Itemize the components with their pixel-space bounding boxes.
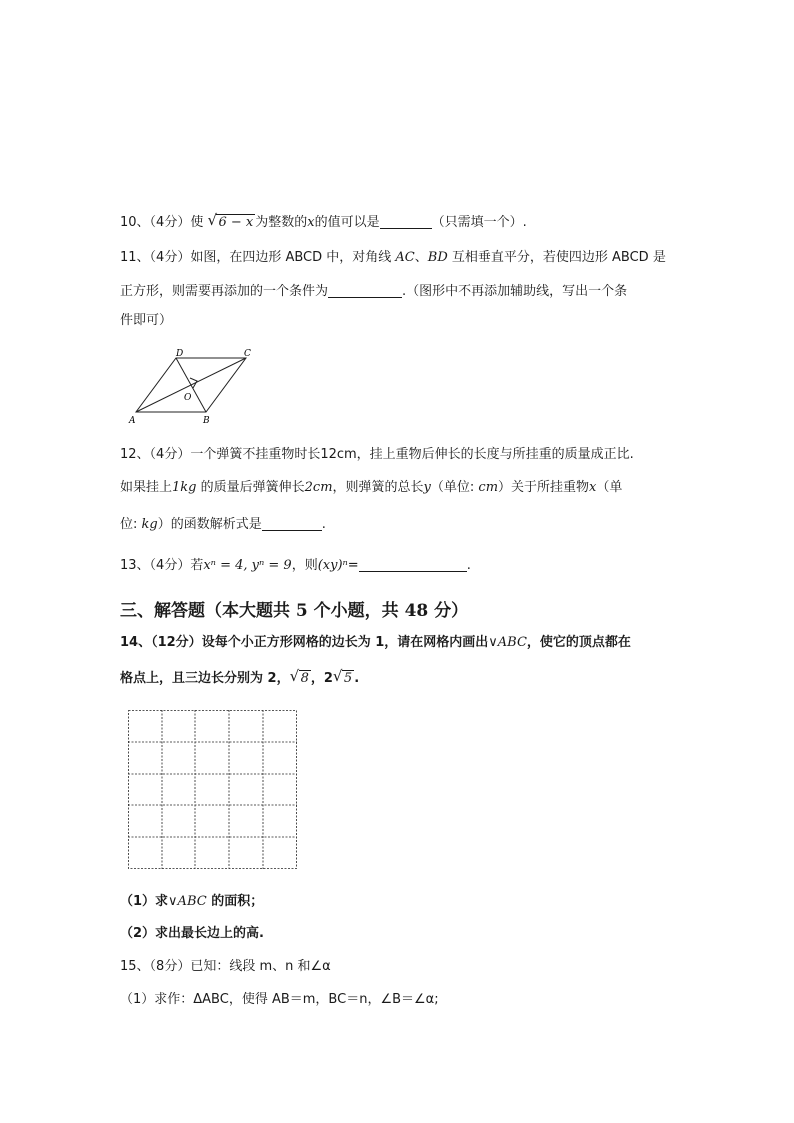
- question-12-line-3: 位: kg）的函数解析式是 .: [120, 517, 326, 532]
- question-number: 15、: [120, 959, 150, 974]
- question-number: 14、: [120, 635, 152, 650]
- label-c: C: [244, 349, 251, 359]
- question-11-line-2: 正方形，则需要再添加的一个条件为 .（图形中不再添加辅助线，写出一个条: [120, 284, 628, 299]
- question-number: 11、: [120, 250, 150, 265]
- question-number: 13、: [120, 558, 150, 573]
- question-number: 10、: [120, 215, 150, 230]
- question-score: （4分）: [149, 215, 191, 230]
- grid-border: [129, 711, 297, 869]
- answer-blank: [328, 283, 402, 298]
- diagonal-bd: [176, 358, 206, 412]
- label-a: A: [129, 416, 136, 426]
- answer-blank: [380, 214, 432, 229]
- label-b: B: [203, 416, 210, 426]
- question-number: 12、: [120, 447, 150, 462]
- question-15-part-1: （1）求作：ΔABC，使得 AB＝m，BC＝n，∠B＝∠α;: [120, 992, 439, 1007]
- question-score: （8分）: [149, 959, 191, 974]
- sqrt-expression: √ 6 − x: [207, 211, 254, 230]
- question-13: 13、（4分）若xⁿ = 4, yⁿ = 9，则(xy)ⁿ= .: [120, 558, 471, 573]
- question-11-line-3: 件即可）: [120, 313, 173, 328]
- question-11-line-1: 11、（4分）如图，在四边形 ABCD 中，对角线 AC、BD 互相垂直平分，若使四边形 ABCD 是: [120, 250, 666, 265]
- question-score: （4分）: [149, 250, 191, 265]
- sqrt-5: √ 5: [332, 667, 353, 686]
- question-15: 15、（8分）已知：线段 m、n 和∠α: [120, 959, 331, 974]
- answer-blank: [262, 516, 322, 531]
- question-14-line-1: 14、（12分）设每个小正方形网格的边长为 1，请在网格内画出∨ABC，使它的顶点都在: [120, 635, 631, 650]
- sqrt-8: √ 8: [289, 667, 309, 686]
- square-grid: [128, 710, 298, 870]
- question-14-part-2: （2）求出最长边上的高.: [120, 926, 264, 941]
- section-heading: 三、解答题（本大题共 5 个小题，共 48 分）: [120, 601, 469, 621]
- label-d: D: [176, 349, 184, 359]
- label-o: O: [184, 393, 192, 403]
- question-14-part-1: （1）求∨ABC 的面积；: [120, 894, 264, 909]
- question-score: （12分）: [151, 635, 202, 650]
- question-score: （4分）: [149, 558, 191, 573]
- question-14-line-2: 格点上，且三边长分别为 2， √ 8 ，2 √ 5 .: [120, 667, 360, 686]
- question-score: （4分）: [149, 447, 191, 462]
- question-10: 10、（4分）使 √ 6 − x 为整数的x的值可以是 （只需填一个）.: [120, 211, 527, 230]
- rhombus-figure: [126, 344, 266, 426]
- right-angle-mark: [190, 378, 197, 388]
- question-12-line-1: 12、（4分）一个弹簧不挂重物时长12cm，挂上重物后伸长的长度与所挂重的质量成正比.: [120, 447, 634, 462]
- question-12-line-2: 如果挂上1kg 的质量后弹簧伸长2cm，则弹簧的总长y（单位: cm）关于所挂重物x（单: [120, 480, 623, 495]
- answer-blank: [359, 557, 467, 572]
